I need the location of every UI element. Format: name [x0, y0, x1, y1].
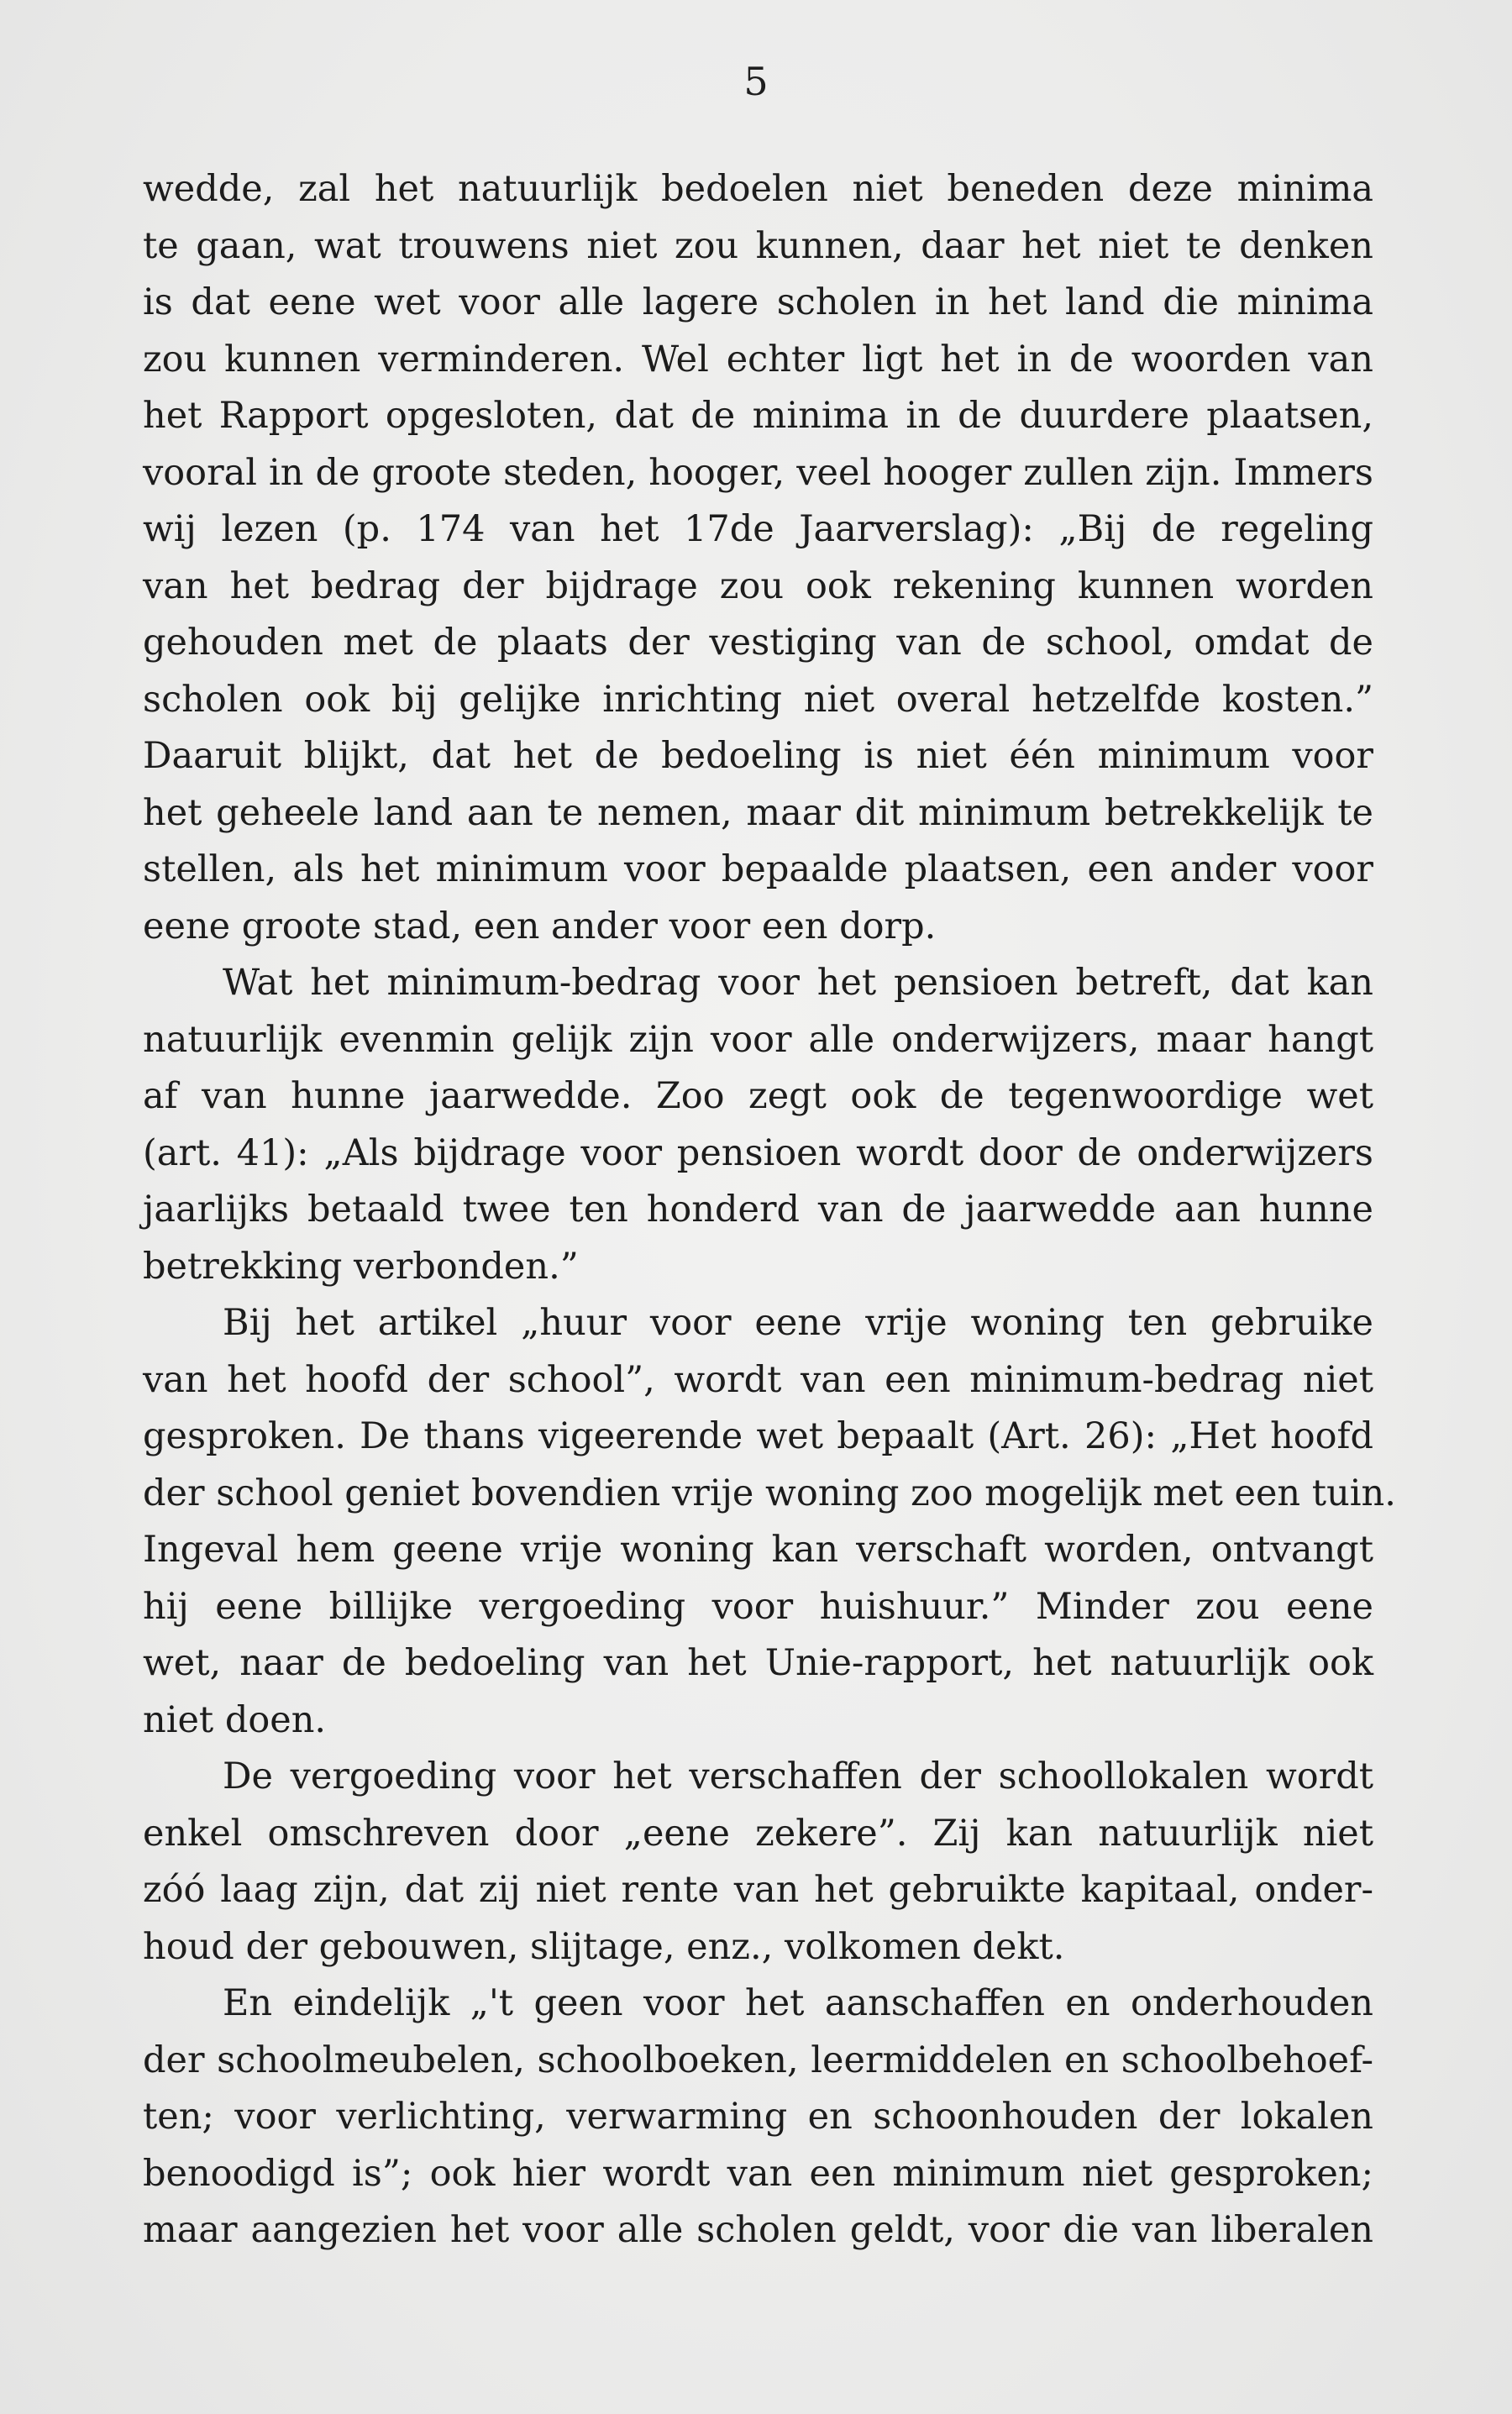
text-line: te gaan, wat trouwens niet zou kunnen, daar het niet te denken	[143, 224, 1373, 267]
text-line: zou kunnen verminderen. Wel echter ligt het in de woorden van	[143, 338, 1373, 380]
text-line: het Rapport opgesloten, dat de minima in de duurdere plaatsen,	[143, 395, 1373, 437]
text-line: ten; voor verlichting, verwarming en schoonhouden der lokalen	[143, 2096, 1373, 2138]
text-line: wet, naar de bedoeling van het Unie-rapport, het natuurlijk ook	[143, 1642, 1373, 1684]
paragraph	[143, 1749, 1373, 1976]
text-line: betrekking verbonden.”	[143, 1245, 579, 1288]
paragraph	[143, 1976, 1373, 2259]
text-line: wedde, zal het natuurlijk bedoelen niet beneden deze minima	[143, 168, 1373, 210]
text-line: Daaruit blijkt, dat het de bedoeling is niet één minimum voor	[143, 735, 1373, 777]
text-line: De vergoeding voor het verschaffen der schoollokalen wordt	[223, 1755, 1373, 1797]
text-line: gesproken. De thans vigeerende wet bepaalt (Art. 26): „Het hoofd	[143, 1415, 1373, 1457]
paragraph	[143, 955, 1373, 1295]
text-line: vooral in de groote steden, hooger, veel hooger zullen zijn. Immers	[143, 451, 1373, 494]
page-number: 5	[743, 59, 769, 104]
text-line: van het bedrag der bijdrage zou ook rekening kunnen worden	[143, 564, 1373, 607]
text-line: hij eene billijke vergoeding voor huishuur.” Minder zou eene	[143, 1585, 1373, 1628]
text-line: der school geniet bovendien vrije woning zoo mogelijk met een tuin.	[143, 1472, 1396, 1514]
text-line: wij lezen (p. 174 van het 17de Jaarverslag): „Bij de regeling	[143, 508, 1373, 550]
text-line: benoodigd is”; ook hier wordt van een minimum niet gesproken;	[143, 2152, 1373, 2195]
text-line: maar aangezien het voor alle scholen geldt, voor die van liberalen	[143, 2209, 1373, 2251]
text-line: gehouden met de plaats der vestiging van de school, omdat de	[143, 622, 1373, 664]
text-line: eene groote stad, een ander voor een dorp.	[143, 905, 937, 947]
text-line: Ingeval hem geene vrije woning kan verschaft worden, ontvangt	[143, 1529, 1373, 1571]
text-line: Wat het minimum-bedrag voor het pensioen betreft, dat kan	[223, 962, 1373, 1004]
text-line: zóó laag zijn, dat zij niet rente van het gebruikte kapitaal, onder-	[143, 1869, 1373, 1911]
paragraph	[143, 161, 1373, 955]
text-line: van het hoofd der school”, wordt van een minimum-bedrag niet	[143, 1358, 1373, 1401]
text-line: (art. 41): „Als bijdrage voor pensioen wordt door de onderwijzers	[143, 1131, 1373, 1174]
text-line: natuurlijk evenmin gelijk zijn voor alle onderwijzers, maar hangt	[143, 1018, 1373, 1061]
text-line: af van hunne jaarwedde. Zoo zegt ook de tegenwoordige wet	[143, 1075, 1373, 1117]
body-text	[143, 161, 1396, 2259]
paragraph	[143, 1295, 1396, 1749]
text-line: houd der gebouwen, slijtage, enz., volkomen dekt.	[143, 1925, 1065, 1968]
text-line: der schoolmeubelen, schoolboeken, leermiddelen en schoolbehoef-	[143, 2039, 1373, 2081]
text-line: Bij het artikel „huur voor eene vrije woning ten gebruike	[223, 1302, 1373, 1344]
text-line: En eindelijk „'t geen voor het aanschaffen en onderhouden	[223, 1982, 1373, 2024]
text-line: enkel omschreven door „eene zekere”. Zij kan natuurlijk niet	[143, 1812, 1373, 1855]
text-line: is dat eene wet voor alle lagere scholen in het land die minima	[143, 281, 1373, 323]
text-line: het geheele land aan te nemen, maar dit minimum betrekkelijk te	[143, 791, 1373, 834]
text-line: scholen ook bij gelijke inrichting niet overal hetzelfde kosten.”	[143, 678, 1373, 721]
text-line: jaarlijks betaald twee ten honderd van de jaarwedde aan hunne	[143, 1189, 1373, 1231]
text-line: niet doen.	[143, 1698, 327, 1741]
text-line: stellen, als het minimum voor bepaalde plaatsen, een ander voor	[143, 848, 1373, 890]
